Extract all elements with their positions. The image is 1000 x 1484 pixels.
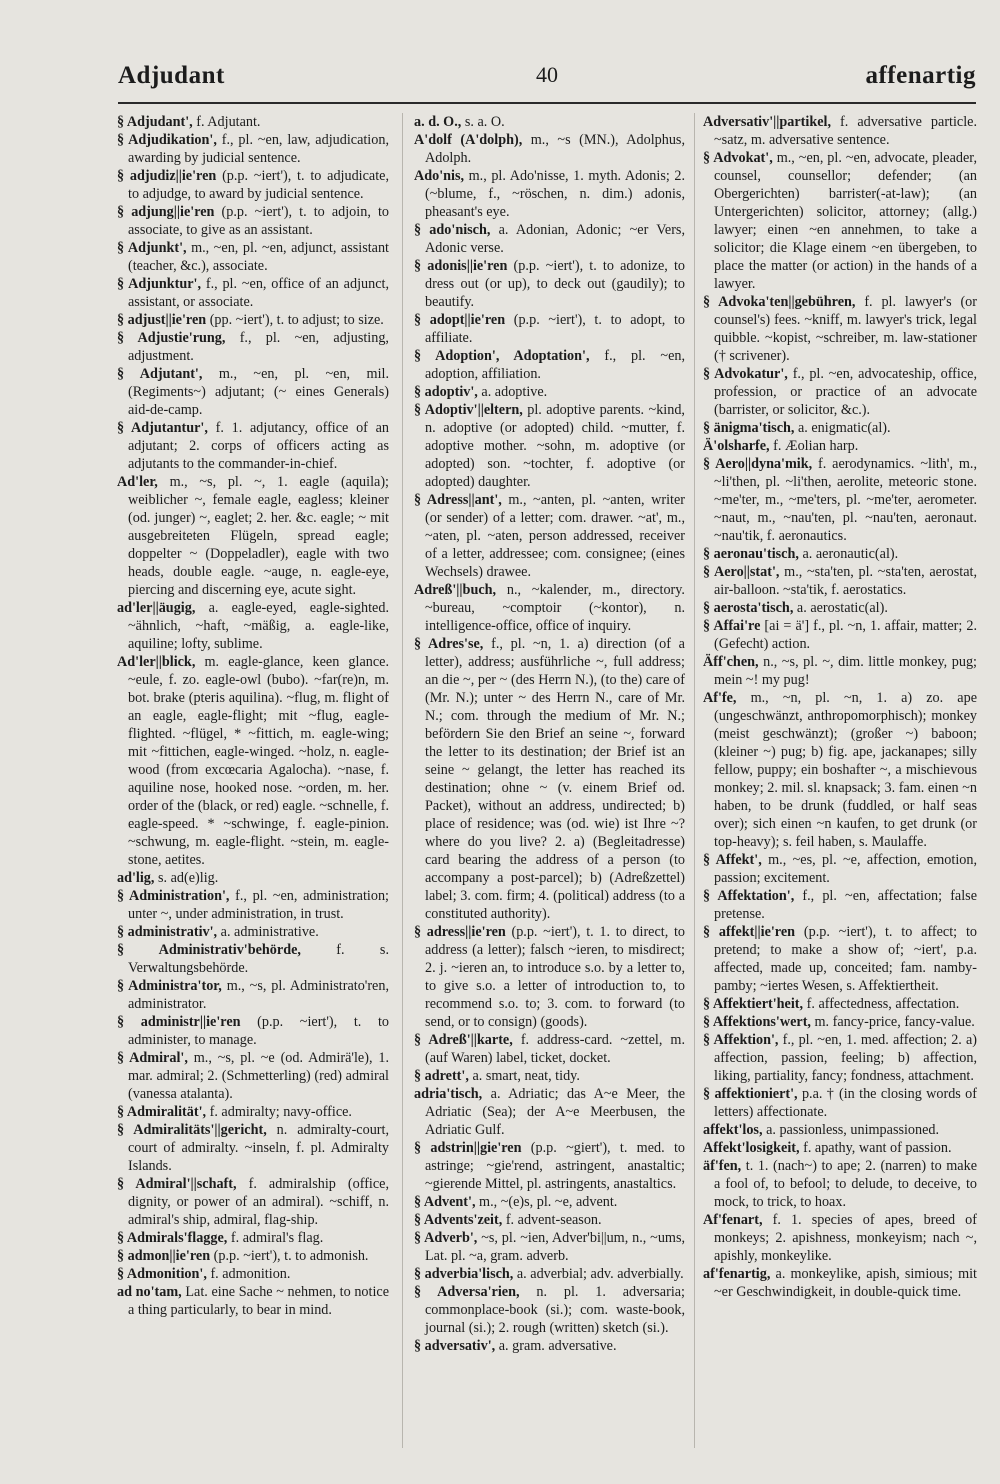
dictionary-entry <box>117 869 389 887</box>
dictionary-entry <box>703 563 977 599</box>
dictionary-entry <box>703 293 977 365</box>
entry-headword: § adoptiv', <box>414 384 482 400</box>
entry-headword: § Affektiert'heit, <box>703 996 807 1012</box>
entry-headword: § Aero||stat', <box>703 564 785 580</box>
entry-definition: f. affectedness, affectation. <box>806 996 960 1012</box>
entry-headword: § affekt||ie'ren <box>703 924 804 940</box>
entry-headword: § ado'nisch, <box>414 222 499 238</box>
entry-definition: f., pl. ~en, affectation; false pretense. <box>714 888 977 922</box>
dictionary-entry <box>117 1049 389 1103</box>
entry-headword: § adstrin||gie'ren <box>414 1140 531 1156</box>
entry-headword: § admon||ie'ren <box>117 1248 214 1264</box>
entry-definition: f. 1. adjutancy, office of an adjutant; 2. corps of officers acting as adjutants to the commander-in-chief. <box>128 420 389 472</box>
dictionary-entry <box>117 131 389 167</box>
dictionary-entry <box>414 257 685 311</box>
entry-definition: (p.p. ~iert'), t. to adjoin, to associate, to give as an assistant. <box>128 204 389 238</box>
entry-headword: a. d. O., <box>414 114 465 130</box>
entry-headword: § Administration', <box>117 888 236 904</box>
entry-definition: a. Adriatic; das A~e Meer, the Adriatic (Sea); der A~e Meerbusen, the Adriatic Gulf. <box>425 1086 685 1138</box>
entry-headword: § Adjunkt', <box>117 240 192 256</box>
entry-definition: a. adoptive. <box>481 384 548 400</box>
header-left-guideword: Adjudant <box>118 62 225 89</box>
entry-headword: § aerosta'tisch, <box>703 600 797 616</box>
entry-definition: (p.p. ~iert'), t. 1. to direct, to address (a letter); falsch ~ieren, to misdirect; 2. j. ~ieren an, to introduce s.o. by a letter to, to give s.o. a letter of introduction to, to recommend s.o. to; 3. com. to forward (to send, or to consign) (goods). <box>425 924 685 1030</box>
entry-headword: § Adreß'||karte, <box>414 1032 521 1048</box>
entry-definition: (p.p. ~iert'), t. to adopt, to affiliate. <box>425 312 685 346</box>
dictionary-entry <box>117 1121 389 1175</box>
dictionary-entry <box>117 941 389 977</box>
entry-definition: a. eagle-eyed, eagle-sighted. ~ähnlich, ~haft, ~mäßig, a. eagle-like, aquiline; lofty, sublime. <box>128 600 389 652</box>
dictionary-entry <box>703 365 977 419</box>
entry-headword: § Adjustie'rung, <box>117 330 240 346</box>
entry-headword: § Adoptiv'||eltern, <box>414 402 528 418</box>
entry-headword: § Admiral'||schaft, <box>117 1176 249 1192</box>
column-divider <box>402 113 403 1448</box>
entry-headword: § Adjutantur', <box>117 420 216 436</box>
entry-headword: Af'fe, <box>703 690 751 706</box>
entry-headword: § Advokatur', <box>703 366 793 382</box>
entry-headword: § änigma'tisch, <box>703 420 798 436</box>
entry-headword: Af'fenart, <box>703 1212 773 1228</box>
dictionary-entry <box>117 1265 389 1283</box>
entry-headword: § Advokat', <box>703 150 777 166</box>
entry-headword: § Administrativ'behörde, <box>117 942 337 958</box>
entry-definition: f., pl. ~en, adjusting, adjustment. <box>128 330 389 364</box>
entry-definition: (pp. ~iert'), t. to adjust; to size. <box>209 312 384 328</box>
entry-headword: § adjung||ie'ren <box>117 204 222 220</box>
dictionary-entry <box>703 851 977 887</box>
dictionary-entry <box>703 923 977 995</box>
entry-headword: Ad'ler||blick, <box>117 654 205 670</box>
entry-headword: § adress||ie'ren <box>414 924 512 940</box>
dictionary-entry <box>414 311 685 347</box>
entry-headword: § Adversa'rien, <box>414 1284 537 1300</box>
entry-headword: § adopt||ie'ren <box>414 312 514 328</box>
dictionary-entry <box>414 1139 685 1193</box>
entry-headword: § Affektions'wert, <box>703 1014 815 1030</box>
entry-headword: Adreß'||buch, <box>414 582 507 598</box>
entry-definition: a. aeronautic(al). <box>802 546 899 562</box>
entry-headword: § Adjudant', <box>117 114 197 130</box>
entry-headword: § Adoption', Adoptation', <box>414 348 605 364</box>
entry-headword: § Admiralität', <box>117 1104 210 1120</box>
entry-definition: f., pl. ~n, 1. a) direction (of a letter), address; ausführliche ~, full address; an die ~, per ~ (des Herrn N.), (to the) care of (Mr. N.); unter ~ des Herrn N., care of Mr. N.; com. through the medium of Mr. N.; befördern Sie den Brief an seine ~, forward the letter to its destination; der Brief ist an seine ~ gelangt, the letter has reached its destination; ohne ~ (v. einem Brief od. Packet), without an address, undirected; b) place of residence; was (od. wie) ist Ihre ~? where do you live? 2. a) (Begleitadresse) card bearing the address of a person (to accompany a post-parcel); b) (Adreßzettel) label; 3. com. firm; 4. (political) address (to a constituted authority). <box>425 636 685 922</box>
dictionary-entry <box>414 1337 685 1355</box>
entry-headword: § Administra'tor, <box>117 978 227 994</box>
dictionary-entry <box>414 1085 685 1139</box>
entry-headword: § Affektion', <box>703 1032 783 1048</box>
entry-definition: m. fancy-price, fancy-value. <box>814 1014 975 1030</box>
entry-headword: § adjust||ie'ren <box>117 312 210 328</box>
entry-headword: § Adres'se, <box>414 636 492 652</box>
dictionary-entry <box>117 167 389 203</box>
dictionary-entry <box>703 113 977 149</box>
entry-definition: p.a. † (in the closing words of letters) affectionate. <box>714 1086 977 1120</box>
page-number: 40 <box>536 62 558 87</box>
entry-headword: Ä'olsharfe, <box>703 438 774 454</box>
entry-headword: § Aero||dyna'mik, <box>703 456 819 472</box>
entry-headword: adria'tisch, <box>414 1086 491 1102</box>
entry-headword: § adjudiz||ie'ren <box>117 168 223 184</box>
entry-definition: f. admiral's flag. <box>230 1230 324 1246</box>
entry-headword: § administr||ie'ren <box>117 1014 258 1030</box>
dictionary-entry <box>703 995 977 1013</box>
entry-definition: f. aerodynamics. ~lith', m., ~li'then, pl. ~li'then, aerolite, meteoric stone. ~me'ter, m., ~me'ters, pl. ~me'ter, aerometer. ~naut, m., ~nau'ten, pl. ~nau'ten, aeronaut. ~nau'tik, f. aeronautics. <box>714 456 977 544</box>
entry-headword: § Advent', <box>414 1194 480 1210</box>
dictionary-entry <box>703 1013 977 1031</box>
dictionary-entry <box>703 1265 977 1301</box>
entry-definition: t. 1. (nach~) to ape; 2. (narren) to make a fool of, to befool; to delude, to deceive, to mock, to trick, to hoax. <box>714 1158 977 1210</box>
dictionary-entry <box>703 455 977 545</box>
dictionary-entry <box>117 923 389 941</box>
entry-definition: f., pl. ~en, 1. med. affection; 2. a) affection, passion, feeling; b) affection, liking, partiality, fancy; fondness, attachment. <box>714 1032 977 1084</box>
dictionary-entry <box>414 1283 685 1337</box>
dictionary-entry <box>117 113 389 131</box>
entry-definition: a. enigmatic(al). <box>797 420 891 436</box>
entry-definition: n. pl. 1. adversaria; commonplace-book (si.); com. waste-book, journal (si.); 2. rough (written) sketch (si.). <box>425 1284 685 1336</box>
entry-definition: f., pl. ~en, adoption, affiliation. <box>425 348 685 382</box>
entry-headword: ad no'tam, <box>117 1284 186 1300</box>
entry-definition: f. advent-season. <box>505 1212 602 1228</box>
dictionary-entry <box>703 419 977 437</box>
entry-definition: a. aerostatic(al). <box>796 600 888 616</box>
entry-definition: n., ~kalender, m., directory. ~bureau, ~comptoir (~kontor), n. intelligence-office, office of inquiry. <box>425 582 685 634</box>
dictionary-entry <box>117 203 389 239</box>
entry-definition: f. 1. species of apes, breed of monkeys; 2. apishness, monkeyism; nach ~, apishly, monkeylike. <box>714 1212 977 1264</box>
entry-headword: § Admiralitäts'||gericht, <box>117 1122 277 1138</box>
entry-definition: m., ~s, pl. Administrato'ren, administrator. <box>128 978 389 1012</box>
dictionary-entry <box>414 1265 685 1283</box>
entry-headword: äf'fen, <box>703 1158 746 1174</box>
entry-definition: (p.p. ~iert'), t. to administer, to manage. <box>128 1014 389 1048</box>
entry-headword: Affekt'losigkeit, <box>703 1140 804 1156</box>
entry-definition: ~s, pl. ~ien, Adver'bi||um, n., ~ums, Lat. pl. ~a, gram. adverb. <box>425 1230 685 1264</box>
dictionary-entry <box>703 1157 977 1211</box>
dictionary-entry <box>703 689 977 851</box>
entry-headword: ad'lig, <box>117 870 158 886</box>
entry-headword: Adversativ'||partikel, <box>703 114 841 130</box>
entry-definition: [ai = ä'] f., pl. ~n, 1. affair, matter; 2. (Gefecht) action. <box>714 618 977 652</box>
dictionary-entry <box>414 491 685 581</box>
entry-headword: § adrett', <box>414 1068 473 1084</box>
dictionary-entry <box>414 581 685 635</box>
dictionary-entry <box>414 1193 685 1211</box>
entry-definition: f., pl. ~en, advocateship, office, profession, or practice of an advocate (barrister, or solicitor, &c.). <box>714 366 977 418</box>
entry-definition: m., ~sta'ten, pl. ~sta'ten, aerostat, air-balloon. ~sta'tik, f. aerostatics. <box>714 564 977 598</box>
entry-definition: n., ~s, pl. ~, dim. little monkey, pug; mein ~! my pug! <box>714 654 977 688</box>
dictionary-entry <box>414 167 685 221</box>
entry-headword: affekt'los, <box>703 1122 767 1138</box>
entry-definition: Lat. eine Sache ~ nehmen, to notice a thing particularly, to bear in mind. <box>128 1284 389 1318</box>
dictionary-entry <box>703 1211 977 1265</box>
dictionary-entry <box>414 401 685 491</box>
entry-definition: (p.p. ~iert'), t. to adjudicate, to adjudge, to award by judicial sentence. <box>128 168 389 202</box>
dictionary-entry <box>117 275 389 311</box>
entry-definition: m., ~es, pl. ~e, affection, emotion, passion; excitement. <box>714 852 977 886</box>
dictionary-entry <box>117 1247 389 1265</box>
entry-headword: § Affekt', <box>703 852 769 868</box>
entry-definition: f., pl. ~en, administration; unter ~, under administration, in trust. <box>128 888 389 922</box>
entry-definition: f. pl. lawyer's (or counsel's) fees. ~kniff, m. lawyer's trick, legal quibble. ~kopist, ~schreiber, m. law-stationer († scrivener). <box>714 294 977 364</box>
dictionary-entry <box>414 635 685 923</box>
entry-definition: f. admiralty; navy-office. <box>209 1104 352 1120</box>
entry-definition: s. a. O. <box>464 114 505 130</box>
entry-headword: § Admiral', <box>117 1050 194 1066</box>
dictionary-entry <box>117 419 389 473</box>
dictionary-entry <box>414 1031 685 1067</box>
entry-definition: a. administrative. <box>220 924 319 940</box>
entry-definition: a. monkeylike, apish, simious; mit ~er Geschwindigkeit, in double-quick time. <box>714 1266 977 1300</box>
entry-definition: (p.p. ~iert'), t. to admonish. <box>213 1248 369 1264</box>
entry-definition: m., ~en, pl. ~en, advocate, pleader, counsel, counsellor; defender; (an Obergerichten) barrister(-at-law); (an Untergerichten) solicitor, attorney; (allg.) lawyer; einen ~en annehmen, to take a solicitor; die Klage einem ~en übergeben, to place the matter (or action) in the hands of a lawyer. <box>714 150 977 292</box>
dictionary-entry <box>117 653 389 869</box>
dictionary-entry <box>117 1175 389 1229</box>
entry-definition: n. admiralty-court, court of admiralty. ~inseln, f. pl. Admiralty Islands. <box>128 1122 389 1174</box>
entry-headword: § Admirals'flagge, <box>117 1230 231 1246</box>
entry-definition: f., pl. ~en, office of an adjunct, assistant, or associate. <box>128 276 389 310</box>
dictionary-entry <box>117 365 389 419</box>
entry-headword: § Affektation', <box>703 888 803 904</box>
dictionary-entry <box>414 1229 685 1265</box>
entry-headword: af'fenartig, <box>703 1266 776 1282</box>
dictionary-entry <box>414 1211 685 1229</box>
entry-definition: s. ad(e)lig. <box>158 870 219 886</box>
dictionary-entry <box>703 1121 977 1139</box>
dictionary-entry <box>117 329 389 365</box>
dictionary-entry <box>703 653 977 689</box>
entry-definition: f. Adjutant. <box>196 114 261 130</box>
entry-definition: f. admiralship (office, dignity, or power of an admiral). ~schiff, n. admiral's ship, admiral, flag-ship. <box>128 1176 389 1228</box>
dictionary-entry <box>117 311 389 329</box>
dictionary-entry <box>117 239 389 275</box>
entry-definition: m., ~(e)s, pl. ~e, advent. <box>479 1194 618 1210</box>
dictionary-entry <box>117 473 389 599</box>
entry-headword: A'dolf (A'dolph), <box>414 132 531 148</box>
entry-headword: Ad'ler, <box>117 474 170 490</box>
entry-headword: § Adress||ant', <box>414 492 509 508</box>
entry-headword: § Adverb', <box>414 1230 482 1246</box>
dictionary-entry <box>414 131 685 167</box>
dictionary-entry <box>117 1013 389 1049</box>
dictionary-entry <box>703 1139 977 1157</box>
dictionary-entry <box>414 923 685 1031</box>
entry-definition: f. Æolian harp. <box>773 438 859 454</box>
column-2 <box>414 113 685 1453</box>
dictionary-entry <box>117 1103 389 1121</box>
dictionary-entry <box>414 221 685 257</box>
dictionary-entry <box>703 599 977 617</box>
dictionary-entry <box>117 887 389 923</box>
entry-definition: f. s. Verwaltungsbehörde. <box>128 942 389 976</box>
entry-headword: § affektioniert', <box>703 1086 802 1102</box>
column-3 <box>703 113 977 1453</box>
entry-headword: § Adjunktur', <box>117 276 206 292</box>
entry-headword: § Affai're <box>703 618 765 634</box>
entry-definition: m., ~anten, pl. ~anten, writer (or sender) of a letter; com. drawer. ~at', m., ~aten, pl. ~aten, person addressed, receiver of a letter, addressee; com. consignee; (eines Wechsels) drawee. <box>425 492 685 580</box>
entry-definition: m., ~s (MN.), Adolphus, Adolph. <box>425 132 685 166</box>
dictionary-entry <box>117 977 389 1013</box>
dictionary-entry <box>703 617 977 653</box>
entry-headword: § Admonition', <box>117 1266 211 1282</box>
entry-definition: f. admonition. <box>210 1266 291 1282</box>
column-1 <box>117 113 389 1453</box>
dictionary-entry <box>703 887 977 923</box>
entry-headword: § aeronau'tisch, <box>703 546 803 562</box>
running-head <box>118 62 976 96</box>
dictionary-entry <box>414 113 685 131</box>
entry-headword: ad'ler||äugig, <box>117 600 209 616</box>
dictionary-entry <box>414 347 685 383</box>
entry-headword: § adversativ', <box>414 1338 499 1354</box>
entry-headword: § adverbia'lisch, <box>414 1266 517 1282</box>
entry-headword: § adonis||ie'ren <box>414 258 514 274</box>
header-rule <box>118 102 976 104</box>
dictionary-entry <box>703 149 977 293</box>
entry-definition: (p.p. ~iert'), t. to adonize, to dress out (or up), to deck out (gaudily); to beautify. <box>425 258 685 310</box>
dictionary-entry <box>703 1085 977 1121</box>
entry-definition: m., ~en, pl. ~en, adjunct, assistant (teacher, &c.), associate. <box>128 240 389 274</box>
dictionary-entry <box>414 1067 685 1085</box>
dictionary-entry <box>414 383 685 401</box>
dictionary-entry <box>117 599 389 653</box>
entry-headword: § Advoka'ten||gebühren, <box>703 294 865 310</box>
entry-headword: § Adjutant', <box>117 366 219 382</box>
entry-definition: m., ~en, pl. ~en, mil. (Regiments~) adjutant; (~ eines Generals) aid-de-camp. <box>128 366 389 418</box>
entry-definition: (p.p. ~giert'), t. med. to astringe; ~gie'rend, astringent, anastaltic; ~gierende Mittel, pl. astringents, anastaltics. <box>425 1140 685 1192</box>
entry-definition: m., ~n, pl. ~n, 1. a) zo. ape (ungeschwänzt, anthropomorphisch); monkey (meist geschwänzt); (großer ~) baboon; (kleiner ~) pug; b) fig. ape, jackanapes; silly fellow, puppy; ein boshafter ~, a mischievous monkey; 2. mil. sl. knapsack; 3. fam. einen ~n haben, to be drunk (fuddled, or half seas over); sich einen ~n kaufen, to get drunk (or top-heavy); s. feil haben, s. Maulaffe. <box>714 690 977 850</box>
entry-definition: f. adversative particle. ~satz, m. adversative sentence. <box>714 114 977 148</box>
entry-definition: f. apathy, want of passion. <box>803 1140 952 1156</box>
dictionary-entry <box>117 1283 389 1319</box>
entry-definition: m. eagle-glance, keen glance. ~eule, f. zo. eagle-owl (bubo). ~far(re)n, m. bot. brake (pteris aquilina). ~flug, m. flight of an eagle, eagle-flight; mit ~flug, eagle-flighted. ~flügel, * ~fittich, m. eagle-wing; mit ~fittichen, eagle-winged. ~holz, n. eagle-wood (from excœcaria Agalocha). ~nase, f. aquiline nose, hooked nose. ~orden, m. her. order of the (black, or red) eagle. ~schnelle, f. eagle-speed. * ~schwinge, f. eagle-pinion. ~schwung, m. eagle-flight. ~stein, m. eagle-stone, aetites. <box>128 654 389 868</box>
entry-definition: f. address-card. ~zettel, m. (auf Waren) label, ticket, docket. <box>425 1032 685 1066</box>
entry-definition: m., ~s, pl. ~e (od. Admirä'le), 1. mar. admiral; 2. (Schmetterling) (red) admiral (vanessa atalanta). <box>128 1050 389 1102</box>
entry-definition: a. gram. adversative. <box>498 1338 617 1354</box>
entry-headword: § Adjudikation', <box>117 132 222 148</box>
entry-definition: a. adverbial; adv. adverbially. <box>516 1266 684 1282</box>
dictionary-entry <box>703 545 977 563</box>
entry-definition: m., pl. Ado'nisse, 1. myth. Adonis; 2. (~blume, f., ~röschen, n. dim.) adonis, pheasant's eye. <box>425 168 685 220</box>
entry-definition: a. Adonian, Adonic; ~er Vers, Adonic verse. <box>425 222 685 256</box>
entry-definition: a. passionless, unimpassioned. <box>766 1122 940 1138</box>
entry-headword: § Advents'zeit, <box>414 1212 506 1228</box>
header-right-guideword: affenartig <box>865 62 976 89</box>
column-divider <box>694 113 695 1448</box>
entry-headword: Ado'nis, <box>414 168 469 184</box>
entry-headword: § administrativ', <box>117 924 221 940</box>
entry-definition: pl. adoptive parents. ~kind, n. adoptive (or adopted) child. ~mutter, f. adoptive mother. ~sohn, m. adoptive (or adopted) son. ~tochter, f. adoptive (or adopted) daughter. <box>425 402 685 490</box>
entry-headword: Äff'chen, <box>703 654 764 670</box>
entry-definition: a. smart, neat, tidy. <box>472 1068 580 1084</box>
entry-definition: f., pl. ~en, law, adjudication, awarding by judicial sentence. <box>128 132 389 166</box>
entry-definition: (p.p. ~iert'), t. to affect; to pretend; to make a show of; ~iert', p.a. affected, made up, conceited; fam. namby-pamby; ~iertes Wesen, s. Affektiertheit. <box>714 924 977 994</box>
dictionary-entry <box>703 437 977 455</box>
entry-definition: m., ~s, pl. ~, 1. eagle (aquila); weiblicher ~, female eagle, eagless; kleiner (od. junger) ~, eaglet; 2. her. &c. eagle; ~ mit ausgebreiteten Flügeln, spread eagle; doppelter ~ (Doppeladler), eagle with two heads, double eagle. ~auge, n. eagle-eye, piercing and discerning eye, acute sight. <box>128 474 389 598</box>
dictionary-entry <box>117 1229 389 1247</box>
dictionary-entry <box>703 1031 977 1085</box>
